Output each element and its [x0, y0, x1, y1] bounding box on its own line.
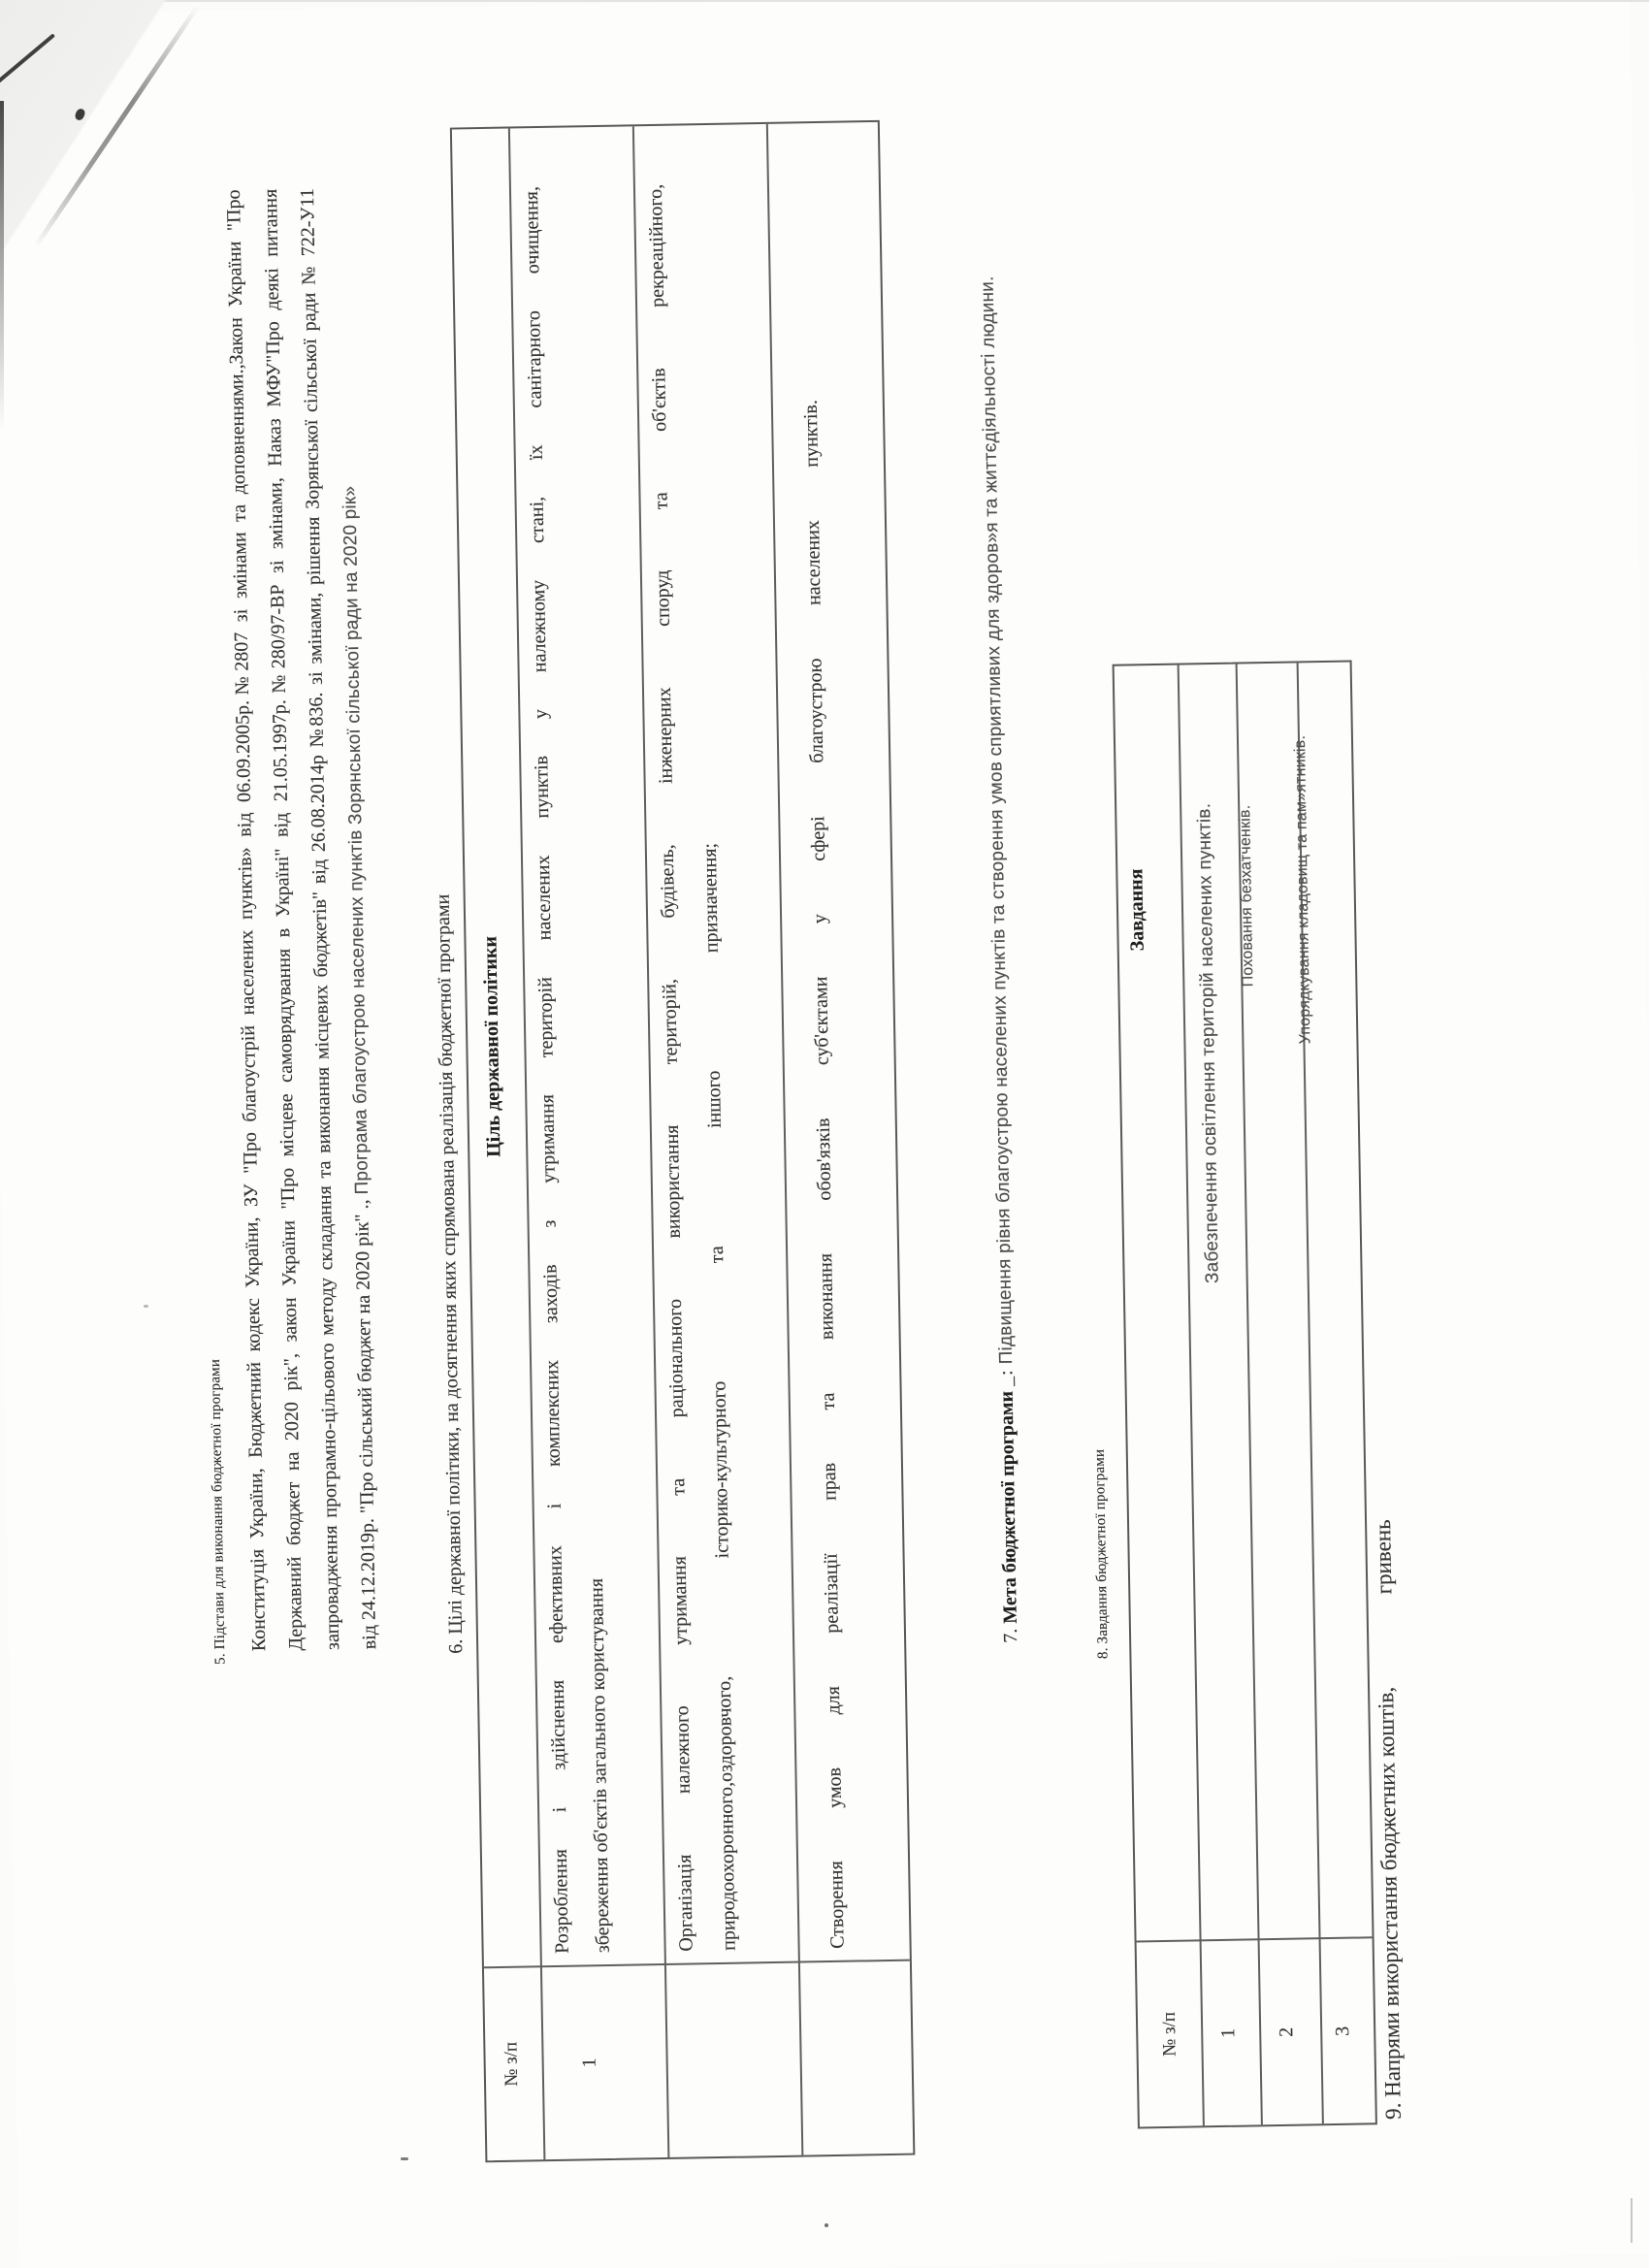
tasks-table-row3-num: 3	[1332, 2025, 1354, 2037]
tasks-table	[1113, 660, 1377, 2128]
tasks-table-row3-task: Упорядкування кладовищ та пам»ятників.	[1291, 734, 1314, 1045]
tasks-table-num-header: № з/п	[1158, 2011, 1180, 2057]
section7-label: Мета бюджетної програми	[995, 1390, 1021, 1624]
section9-heading-gap	[1391, 1600, 1392, 1681]
goals-table-row-divider-3	[766, 124, 804, 2155]
tasks-table-row2-num: 2	[1276, 2026, 1298, 2038]
goals-table-row2-line2: природоохоронного,оздоровчого, історико-культурного та іншого призначення;	[698, 842, 740, 1952]
tasks-table-row2-task: Поховання безхатченків.	[1237, 804, 1257, 988]
tasks-table-task-header: Завдання	[1125, 868, 1148, 952]
section9-unit: гривень	[1371, 1519, 1397, 1595]
legal-basis-line-3: запровадження програмно-цільового методу складання та виконання місцевих бюджетів" від 26.08.2014р №836. зі змінами, рішення Зорянської сільської ради № 722-У11	[296, 187, 344, 1651]
goals-table-row2-line1: Організація належного утримання та раціонального використання територій, будівель, інженерних споруд та об'єктів рекреаційного,	[644, 183, 697, 1952]
goals-table-goal-header: Ціль державної політики	[479, 935, 505, 1158]
section5-heading: 5. Підстави для виконання бюджетної програми	[207, 1358, 229, 1666]
section8-heading: 8. Завдання бюджетної програми	[1091, 1448, 1112, 1660]
goals-table	[450, 120, 916, 2162]
goals-table-row1-line1: Розроблення і здійснення ефективних і комплексних заходів з утримання територій населених пунктів у належному стані, їх санітарного очищення,	[520, 185, 573, 1955]
section9-heading	[1371, 1519, 1406, 2120]
legal-basis-line-2: Державний бюджет на 2020 рік", закон України "Про місцеве самоврядування в Україні" від 21.05.1997р.№280/97-ВР зі змінами, Наказ МФУ"Про деякі питання	[259, 188, 307, 1651]
section7-number: 7.	[999, 1628, 1022, 1643]
section7-heading	[977, 275, 1023, 1643]
section7-value: Підвищення рівня благоустрою населених пунктів та створення умов сприятливих для здоров»я та життєдіяльності людини.	[977, 275, 1018, 1365]
section9-heading-main: 9. Напрями використання бюджетних коштів,	[1374, 1686, 1406, 2121]
tasks-table-row1-task: Забезпечення освітлення територій населених пунктів.	[1194, 802, 1223, 1284]
goals-table-row1-num: 1	[578, 2057, 600, 2068]
tasks-table-row1-num: 1	[1217, 2027, 1240, 2039]
goals-table-num-header: № з/п	[501, 2041, 523, 2087]
goals-table-row1-line2: збереження об'єктів загального користування	[585, 1577, 614, 1954]
legal-basis-line-4-lead: від 24.12.2019р. "Про сільський бюджет на 2020 рік" .,	[351, 1199, 381, 1650]
section7-separator: _:	[995, 1369, 1018, 1387]
goals-table-row3-line1: Створення умов для реалізації прав та виконання обов'язків суб'єктами у сфері благоустрою населених пунктів.	[799, 399, 849, 1950]
legal-basis-line-4-program-name: Програма благоустрою населених пунктів Зорянської сільської ради на 2020 рік»	[340, 485, 373, 1195]
section6-heading: 6. Цілі державної політики, на досягнення яких спрямована реалізація бюджетної програми	[432, 893, 468, 1654]
legal-basis-line-1: Конституція України, Бюджетний кодекс України, ЗУ "Про благоустрій населених пунктів» від 06.09.2005р.№2807 зі змінами та доповненнями.,Закон України "Про	[222, 189, 271, 1652]
goals-table-column-divider	[484, 1960, 910, 1969]
